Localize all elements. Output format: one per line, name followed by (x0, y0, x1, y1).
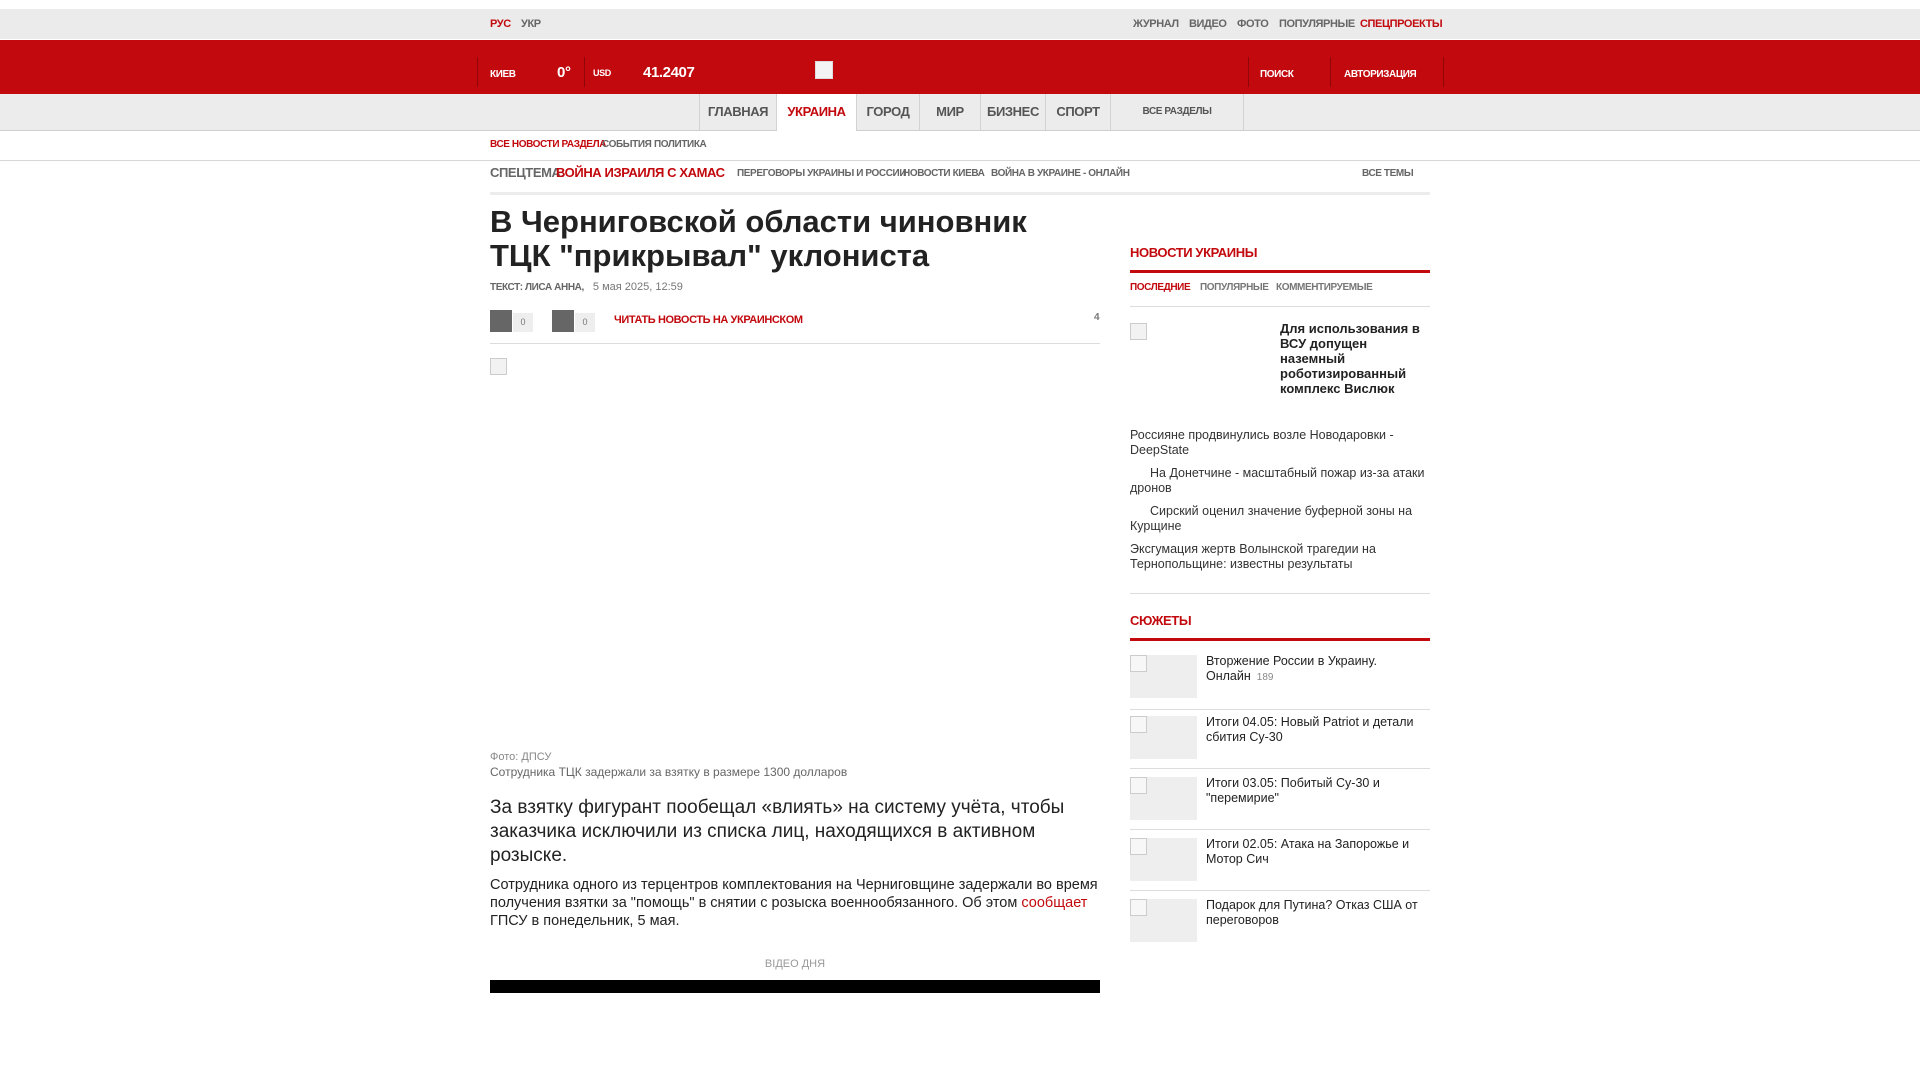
divider (477, 57, 478, 87)
divider (1130, 890, 1430, 891)
article-title: В Черниговской области чиновник ТЦК "прикрывал" уклониста (490, 204, 1027, 273)
special-topic-link[interactable]: ВОЙНА ИЗРАИЛЯ С ХАМАС (556, 165, 725, 180)
search-link[interactable]: ПОИСК (1260, 69, 1294, 80)
nav-sport[interactable]: СПОРТ (1046, 94, 1111, 130)
all-themes-link[interactable]: ВСЕ ТЕМЫ (1362, 168, 1414, 179)
author-link[interactable]: ТЕКСТ: ЛИСА АННА, (490, 282, 584, 293)
sidebar-stories-heading[interactable]: СЮЖЕТЫ (1130, 613, 1192, 628)
exchange-rate-value: 41.2407 (643, 64, 695, 81)
subnav-politics[interactable]: ПОЛИТИКА (654, 139, 707, 150)
nav-ukraine[interactable]: УКРАИНА (777, 94, 857, 131)
subnav-all-news[interactable]: ВСЕ НОВОСТИ РАЗДЕЛА (490, 139, 607, 150)
share-facebook[interactable] (490, 310, 534, 332)
divider (1443, 57, 1444, 87)
divider (1130, 709, 1430, 710)
special-topic-label: СПЕЦТЕМА: (490, 165, 565, 180)
news-item[interactable]: Сирский оценил значение буферной зоны на Курщине (1130, 504, 1413, 533)
site-logo[interactable] (815, 61, 833, 79)
nav-business[interactable]: БИЗНЕС (981, 94, 1046, 130)
story-image[interactable] (1130, 716, 1197, 759)
themes-bar (490, 160, 1430, 195)
section-subnav (0, 131, 1920, 161)
article-photo (490, 358, 1100, 738)
divider (1130, 306, 1430, 307)
journal-link[interactable]: ЖУРНАЛ (1133, 18, 1179, 30)
featured-news-image[interactable] (1130, 323, 1147, 340)
news-item[interactable]: Россияне продвинулись возле Новодаровки - DeepState (1130, 428, 1394, 457)
divider (1330, 57, 1331, 87)
site-header (0, 40, 1920, 94)
nav-world[interactable]: МИР (920, 94, 981, 130)
article-lead: За взятку фигурант пообещал «влиять» на систему учёта, чтобы заказчика исключили из списка лиц, находящихся в активном розыске. (490, 797, 1065, 866)
featured-news-title[interactable]: Для использования в ВСУ допущен наземный роботизированный комплекс Вислюк (1280, 321, 1420, 396)
read-in-ukrainian-link[interactable]: ЧИТАТЬ НОВОСТЬ НА УКРАИНСКОМ (614, 314, 803, 326)
lang-ua-link[interactable]: УКР (521, 18, 541, 30)
share-count: 0 (575, 313, 595, 332)
divider (1130, 270, 1430, 273)
story-image[interactable] (1130, 899, 1197, 942)
divider (1130, 638, 1430, 641)
image-placeholder-icon (1130, 777, 1147, 794)
source-link[interactable]: сообщает (1021, 895, 1088, 911)
city-label: КИЕВ (490, 69, 516, 80)
story-link[interactable] (1206, 654, 1430, 685)
theme-link[interactable]: ПЕРЕГОВОРЫ УКРАИНЫ И РОССИИ (737, 168, 907, 179)
image-placeholder-icon (1130, 899, 1147, 916)
video-player[interactable] (490, 980, 1100, 993)
divider (490, 343, 1100, 344)
share-twitter[interactable] (552, 310, 596, 332)
story-count: 189 (1256, 672, 1274, 683)
story-link[interactable]: Итоги 04.05: Новый Patriot и детали сбития Су-30 (1206, 715, 1414, 744)
image-placeholder-icon (1130, 655, 1147, 672)
top-bar (0, 9, 1920, 39)
image-placeholder-icon (490, 358, 507, 375)
subnav-events[interactable]: СОБЫТИЯ (602, 139, 652, 150)
divider (1130, 829, 1430, 830)
divider (1248, 57, 1249, 87)
image-placeholder-icon (1130, 838, 1147, 855)
comments-count[interactable]: 4 (1094, 312, 1100, 323)
lang-ru-link[interactable]: РУС (490, 18, 511, 30)
twitter-icon (552, 310, 574, 332)
popular-link[interactable]: ПОПУЛЯРНЫЕ (1279, 18, 1355, 30)
image-placeholder-icon (1130, 716, 1147, 733)
story-link[interactable]: Подарок для Путина? Отказ США от переговоров (1206, 898, 1418, 927)
tab-commented[interactable]: КОММЕНТИРУЕМЫЕ (1276, 282, 1373, 293)
facebook-icon (490, 310, 512, 332)
photo-credit: Фото: ДПСУ (490, 751, 552, 763)
special-projects-link[interactable]: СПЕЦПРОЕКТЫ (1360, 18, 1443, 30)
currency-label: USD (593, 68, 611, 78)
story-title: Вторжение России в Украину. Онлайн (1206, 654, 1377, 683)
photo-caption: Сотрудника ТЦК задержали за взятку в размере 1300 долларов (490, 765, 848, 779)
divider (1130, 593, 1430, 594)
story-image[interactable] (1130, 777, 1197, 820)
theme-link[interactable]: НОВОСТИ КИЕВА (903, 168, 985, 179)
news-item[interactable]: Эксгумация жертв Волынской трагедии на Тернопольщине: известны результаты (1130, 542, 1376, 571)
nav-all-sections[interactable]: ВСЕ РАЗДЕЛЫ (1111, 94, 1244, 130)
login-link[interactable]: АВТОРИЗАЦИЯ (1344, 69, 1417, 80)
story-link[interactable]: Итоги 03.05: Побитый Су-30 и "перемирие" (1206, 776, 1380, 805)
tab-latest[interactable]: ПОСЛЕДНИЕ (1130, 282, 1191, 293)
temperature-value: 0° (557, 64, 571, 81)
story-image[interactable] (1130, 655, 1197, 698)
nav-city[interactable]: ГОРОД (857, 94, 920, 130)
divider (1130, 768, 1430, 769)
nav-main[interactable]: ГЛАВНАЯ (700, 94, 777, 130)
paragraph-text: Сотрудника одного из терцентров комплектования на Черниговщине задержали во время получения взятки за "помощь" в снятии с розыска военнообязанного. Об этом (490, 877, 1098, 911)
sidebar-news-heading[interactable]: НОВОСТИ УКРАИНЫ (1130, 245, 1258, 260)
story-link[interactable]: Итоги 02.05: Атака на Запорожье и Мотор Сич (1206, 837, 1410, 866)
story-image[interactable] (1130, 838, 1197, 881)
article-date: 5 мая 2025, 12:59 (592, 281, 683, 293)
tab-popular[interactable]: ПОПУЛЯРНЫЕ (1200, 282, 1269, 293)
share-count: 0 (513, 313, 533, 332)
main-nav (0, 94, 1920, 131)
theme-link[interactable]: ВОЙНА В УКРАИНЕ - ОНЛАЙН (991, 168, 1130, 179)
article-paragraph (490, 876, 1100, 930)
divider (584, 57, 585, 87)
photo-link[interactable]: ФОТО (1237, 18, 1269, 30)
news-item[interactable]: На Донетчине - масштабный пожар из-за атаки дронов (1130, 466, 1425, 495)
paragraph-text: ГПСУ в понедельник, 5 мая. (490, 913, 680, 929)
article-byline (490, 281, 683, 293)
video-of-day-label: ВІДЕО ДНЯ (764, 958, 826, 970)
video-link[interactable]: ВИДЕО (1189, 18, 1227, 30)
